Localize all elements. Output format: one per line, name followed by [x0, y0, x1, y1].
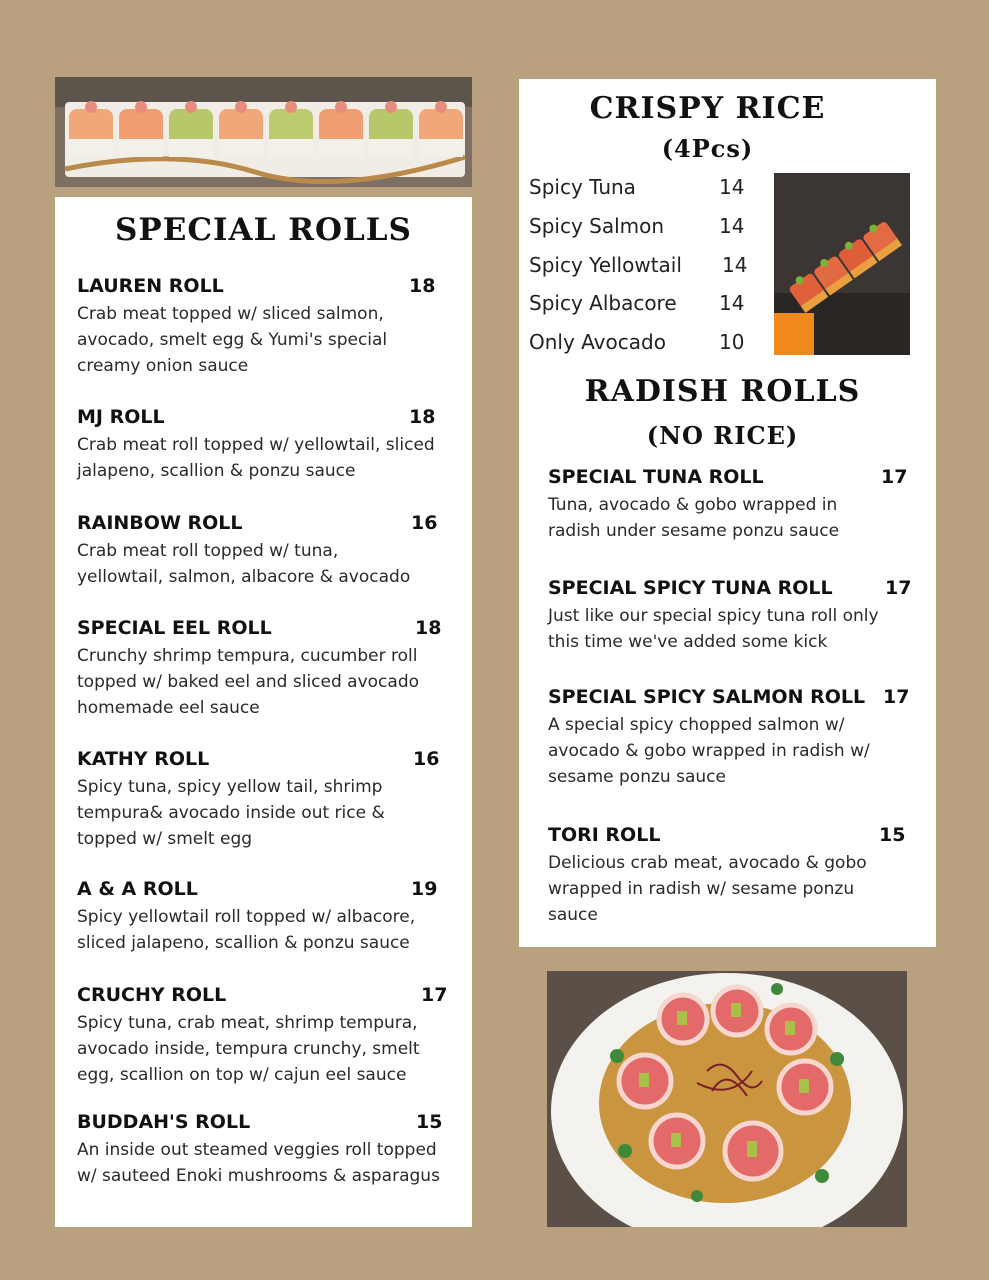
crispy-rice-radish-panel — [519, 79, 936, 947]
item-price: 14 — [719, 214, 745, 238]
crispy-rice-item — [529, 175, 745, 199]
crispy-rice-title: CRISPY RICE — [589, 91, 826, 126]
item-description: Crab meat roll topped w/ tuna, yellowtail, salmon, albacore & avocado — [77, 541, 411, 587]
menu-item — [77, 275, 457, 379]
item-name: Spicy Yellowtail — [529, 253, 682, 277]
item-name: SPECIAL EEL ROLL — [77, 617, 272, 639]
menu-item — [77, 617, 457, 721]
item-description: Tuna, avocado & gobo wrapped in radish under sesame ponzu sauce — [548, 495, 840, 541]
item-price: 16 — [411, 512, 438, 534]
crispy-rice-photo — [774, 173, 910, 355]
menu-item — [548, 577, 913, 655]
crispy-rice-item — [529, 214, 745, 238]
item-price: 14 — [719, 291, 745, 315]
menu-item — [548, 824, 913, 928]
crispy-rice-subtitle: (4Pcs) — [661, 134, 754, 163]
item-description: A special spicy chopped salmon w/ avocado & gobo wrapped in radish w/ sesame ponzu sauce — [548, 715, 870, 787]
item-price: 18 — [415, 617, 442, 639]
item-description: Crab meat roll topped w/ yellowtail, sliced jalapeno, scallion & ponzu sauce — [77, 435, 435, 481]
item-description: Just like our special spicy tuna roll only this time we've added some kick — [548, 606, 879, 652]
item-price: 16 — [413, 748, 440, 770]
radish-rolls-title: RADISH ROLLS — [584, 374, 861, 409]
item-description: Crab meat topped w/ sliced salmon, avocado, smelt egg & Yumi's special creamy onion sauce — [77, 304, 388, 376]
item-price: 15 — [879, 824, 906, 846]
item-name: A & A ROLL — [77, 878, 198, 900]
menu-item — [77, 512, 457, 590]
menu-item — [77, 406, 457, 484]
item-name: TORI ROLL — [548, 824, 661, 846]
item-name: Spicy Salmon — [529, 214, 665, 238]
item-name: SPECIAL SPICY SALMON ROLL — [548, 686, 866, 708]
item-name: Spicy Albacore — [529, 291, 677, 315]
item-price: 17 — [421, 984, 448, 1006]
radish-rolls-subtitle: (NO RICE) — [646, 421, 799, 450]
item-name: CRUCHY ROLL — [77, 984, 227, 1006]
menu-item — [548, 466, 913, 544]
item-price: 17 — [883, 686, 910, 708]
sushi-roll-photo — [55, 77, 472, 187]
item-name: BUDDAH'S ROLL — [77, 1111, 251, 1133]
item-name: LAUREN ROLL — [77, 275, 224, 297]
special-rolls-title: SPECIAL ROLLS — [115, 212, 412, 248]
item-price: 10 — [719, 330, 745, 354]
item-name: SPECIAL TUNA ROLL — [548, 466, 764, 488]
item-name: Spicy Tuna — [529, 175, 636, 199]
item-name: SPECIAL SPICY TUNA ROLL — [548, 577, 833, 599]
special-rolls-panel — [55, 197, 472, 1227]
menu-item — [77, 878, 457, 956]
crispy-rice-item — [529, 291, 745, 315]
menu-item — [548, 686, 913, 790]
item-price: 18 — [409, 275, 436, 297]
menu-item — [77, 748, 457, 852]
item-name: Only Avocado — [529, 330, 666, 354]
item-price: 17 — [885, 577, 912, 599]
item-price: 14 — [719, 175, 745, 199]
item-price: 18 — [409, 406, 436, 428]
menu-item — [77, 1111, 457, 1189]
item-description: An inside out steamed veggies roll topped w/ sauteed Enoki mushrooms & asparagus — [77, 1140, 440, 1186]
item-name: MJ ROLL — [77, 406, 165, 428]
item-description: Spicy yellowtail roll topped w/ albacore, sliced jalapeno, scallion & ponzu sauce — [77, 907, 416, 953]
item-description: Spicy tuna, spicy yellow tail, shrimp tempura& avocado inside out rice & topped w/ smelt egg — [77, 777, 385, 849]
item-price: 17 — [881, 466, 908, 488]
crispy-rice-item — [529, 330, 745, 354]
radish-roll-plate-photo — [547, 971, 907, 1227]
item-description: Delicious crab meat, avocado & gobo wrapped in radish w/ sesame ponzu sauce — [548, 853, 867, 925]
item-name: RAINBOW ROLL — [77, 512, 243, 534]
item-price: 14 — [722, 253, 748, 277]
item-price: 19 — [411, 878, 438, 900]
item-name: KATHY ROLL — [77, 748, 210, 770]
menu-item — [77, 984, 457, 1088]
item-description: Crunchy shrimp tempura, cucumber roll topped w/ baked eel and sliced avocado homemade eel sauce — [77, 646, 420, 718]
crispy-rice-item — [529, 253, 748, 277]
item-description: Spicy tuna, crab meat, shrimp tempura, avocado inside, tempura crunchy, smelt egg, scallion on top w/ cajun eel sauce — [77, 1013, 420, 1085]
item-price: 15 — [416, 1111, 443, 1133]
